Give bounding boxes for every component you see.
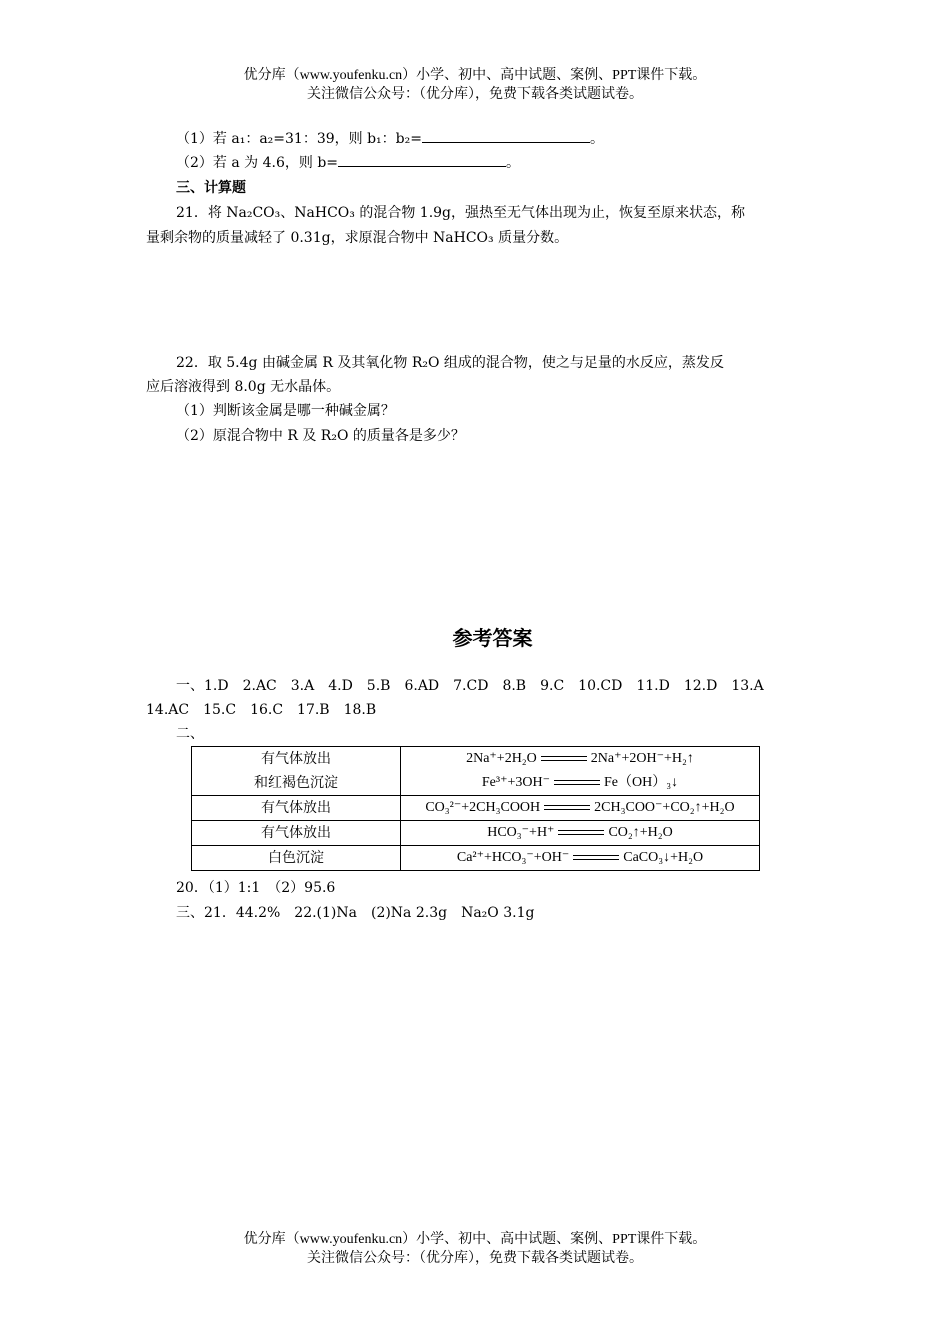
answers-part1-line-1: 一、1.D 2.AC 3.A 4.D 5.B 6.AD 7.CD 8.B 9.C 10.CD 11.D 12.D 13.A: [176, 678, 764, 694]
observation-cell: 白色沉淀: [192, 846, 401, 871]
equals-sign: [558, 830, 604, 835]
q20-part2-prompt: （2）若 a 为 4.6，则 b=: [176, 155, 339, 171]
equals-sign: [544, 805, 590, 810]
equation-right: 2Na⁺+2OH⁻+H₂↑: [590, 751, 694, 766]
answer-blank: [422, 128, 590, 143]
observation-cell: [192, 747, 401, 796]
answer-blank: [338, 152, 506, 167]
equation-right: CO₂↑+H₂O: [608, 825, 673, 840]
equation-right: CaCO₃↓+H₂O: [623, 850, 704, 865]
header-line-2: 关注微信公众号：（优分库），免费下载各类试题试卷。: [307, 87, 643, 102]
observation-cell: 有气体放出: [192, 821, 401, 846]
equation-left: CO₃²⁻+2CH₃COOH: [425, 800, 541, 815]
answers-title: 参考答案: [452, 626, 533, 650]
q22-sub-1: （1）判断该金属是哪一种碱金属？: [176, 403, 395, 419]
q22-line-2: 应后溶液得到 8.0g 无水晶体。: [146, 379, 341, 395]
q22-line-1: 22．取 5.4g 由碱金属 R 及其氧化物 R₂O 组成的混合物，使之与足量的水反应，蒸发反: [176, 355, 724, 371]
equation-cell: [401, 796, 760, 821]
answers-part1-line-2: 14.AC 15.C 16.C 17.B 18.B: [146, 702, 377, 718]
answers-table: [191, 746, 760, 871]
equation-right: 2CH₃COO⁻+CO₂↑+H₂O: [594, 800, 735, 815]
footer-line-2: 关注微信公众号：（优分库），免费下载各类试题试卷。: [307, 1251, 643, 1266]
q20-part1-prompt: （1）若 a₁：a₂=31：39，则 b₁：b₂=: [176, 131, 422, 147]
equation-left: Fe³⁺+3OH⁻: [481, 775, 550, 790]
q20-part1-end: 。: [589, 131, 604, 147]
answers-part2-label: 二、: [176, 726, 204, 742]
equals-sign: [541, 756, 587, 761]
page-header: [0, 66, 950, 104]
q20-part2-end: 。: [506, 155, 521, 171]
table-row: [192, 821, 760, 846]
equation-cell: [401, 846, 760, 871]
q20-part2: [176, 151, 841, 175]
equation-left: 2Na⁺+2H₂O: [466, 751, 537, 766]
equation-left: HCO₃⁻+H⁺: [487, 825, 555, 840]
answers-part3: 三、21．44.2% 22.(1)Na (2)Na 2.3g Na₂O 3.1g: [176, 905, 535, 921]
equation-left: Ca²⁺+HCO₃⁻+OH⁻: [456, 850, 570, 865]
observation-text: 和红褐色沉淀: [254, 775, 338, 791]
equals-sign: [573, 855, 619, 860]
footer-line-1: 优分库（www.youfenku.cn）小学、初中、高中试题、案例、PPT课件下载。: [243, 1232, 707, 1247]
table-row: [192, 747, 760, 796]
q21-line-1: 21．将 Na₂CO₃、NaHCO₃ 的混合物 1.9g，强热至无气体出现为止，恢复至原来状态，称: [176, 205, 746, 221]
equation-cell: [401, 821, 760, 846]
page-footer: [0, 1230, 950, 1268]
header-line-1: 优分库（www.youfenku.cn）小学、初中、高中试题、案例、PPT课件下载。: [243, 68, 707, 83]
table-row: [192, 796, 760, 821]
equation-cell: [401, 747, 760, 796]
q21-line-2: 量剩余物的质量减轻了 0.31g，求原混合物中 NaHCO₃ 质量分数。: [146, 230, 569, 246]
equation: [401, 747, 759, 771]
observation-text: 有气体放出: [261, 751, 331, 767]
answers-q20: 20．（1）1:1 （2）95.6: [176, 880, 336, 896]
section-heading: 三、计算题: [176, 180, 246, 196]
observation-cell: 有气体放出: [192, 796, 401, 821]
equation: [401, 771, 759, 795]
q20-part1: [176, 127, 841, 151]
table-row: [192, 846, 760, 871]
q22-sub-2: （2）原混合物中 R 及 R₂O 的质量各是多少？: [176, 428, 465, 444]
equation-right: Fe（OH）₃↓: [603, 775, 679, 790]
equals-sign: [554, 780, 600, 785]
